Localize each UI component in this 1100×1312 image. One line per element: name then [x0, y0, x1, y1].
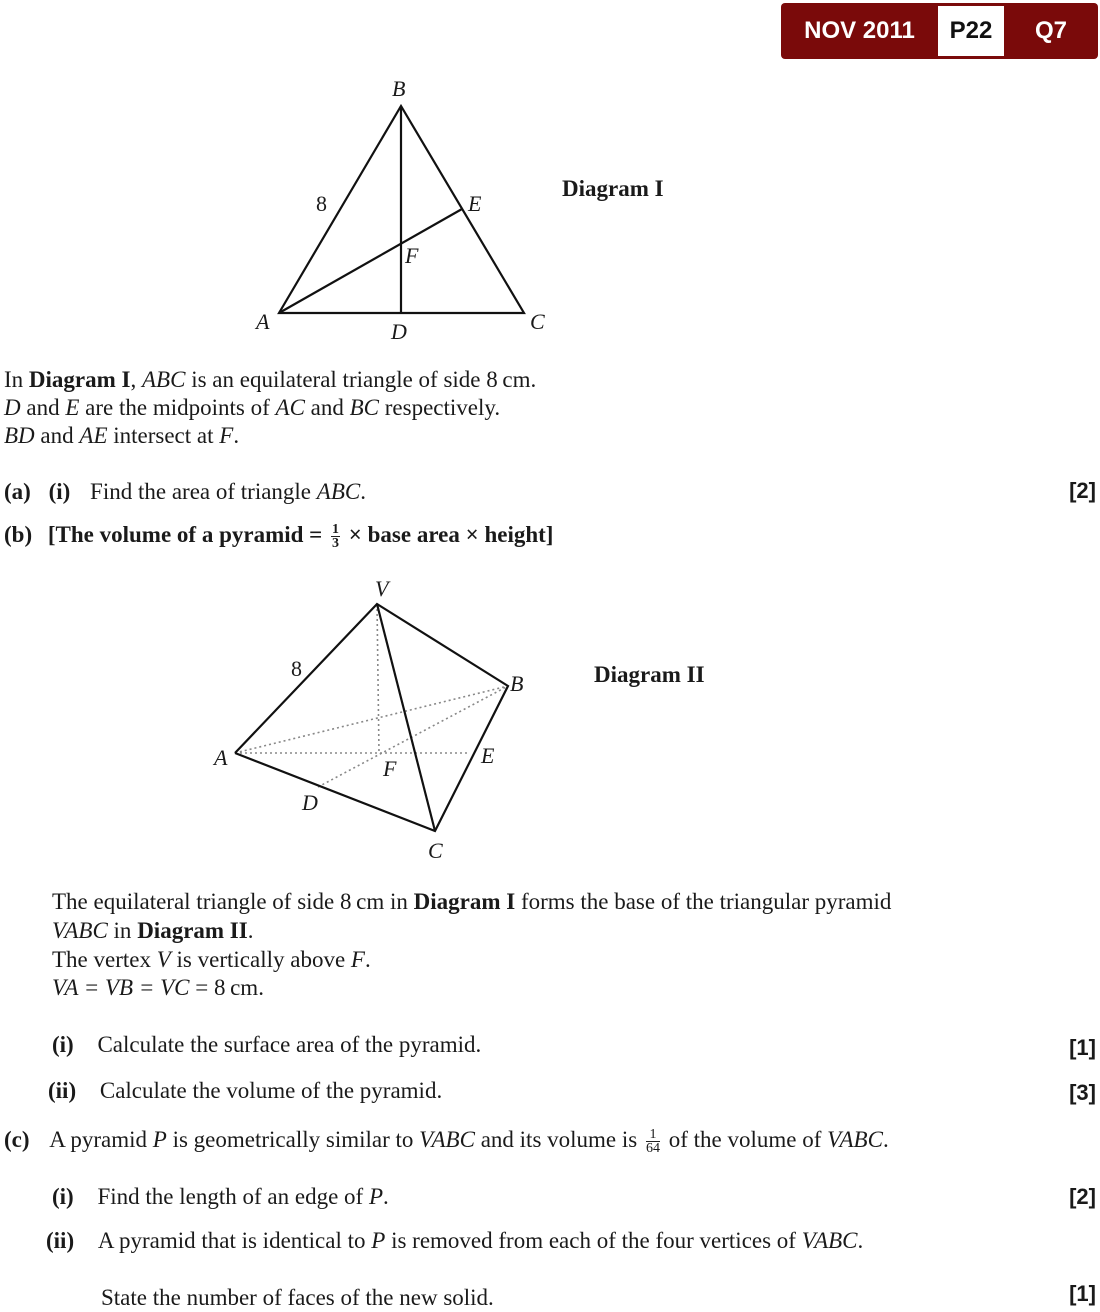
part-label: (b) [4, 522, 33, 547]
text: In [4, 367, 29, 392]
marks-a-i: [2] [1069, 478, 1096, 503]
label-f: F [405, 243, 419, 268]
denominator: 3 [332, 536, 340, 552]
text: The vertex [52, 947, 157, 972]
part-c-i [52, 1183, 389, 1211]
text: and [34, 423, 80, 448]
question-text: Calculate the surface area of the pyramid. [97, 1032, 482, 1057]
question-text: Find the area of triangle [90, 479, 317, 504]
part-label: (c) [4, 1127, 30, 1152]
part-label: (a) [4, 479, 31, 504]
text: and [20, 395, 66, 420]
marks-c-i: [2] [1069, 1184, 1096, 1209]
text-italic: VABC [827, 1127, 883, 1152]
text-italic: F [350, 947, 365, 972]
part-c [4, 1126, 889, 1155]
text-italic: VA = VB = VC [52, 975, 190, 1000]
numerator: 1 [332, 522, 340, 538]
subpart-label: (ii) [46, 1228, 75, 1253]
text: respectively. [379, 395, 501, 420]
text: forms the base of the triangular pyramid [515, 889, 892, 914]
diagram-2-hidden-lines [235, 604, 508, 787]
text-italic: VABC [52, 918, 108, 943]
edge-vc [377, 604, 435, 831]
hidden-ab [235, 686, 508, 753]
label-c-pyramid: C [428, 838, 443, 863]
text-italic: P [368, 1184, 383, 1209]
subpart-label: (i) [52, 1032, 74, 1057]
text: is geometrically similar to [166, 1127, 420, 1152]
subpart-label: (i) [48, 479, 71, 504]
part-c-ii [46, 1227, 863, 1255]
label-c: C [530, 309, 545, 334]
diagram-1-title: Diagram I [562, 176, 664, 201]
numerator: 1 [646, 1128, 660, 1142]
text: intersect at [107, 423, 220, 448]
badge-question: Q7 [1034, 17, 1067, 44]
text: is vertically above [170, 947, 351, 972]
text: . [882, 1127, 889, 1152]
hidden-bd [318, 686, 508, 787]
text: . [247, 918, 254, 943]
text: is removed from each of the four vertices of [385, 1228, 802, 1253]
text-bold: Diagram II [137, 918, 248, 943]
text-italic: V [156, 947, 171, 972]
part-b-formula [4, 521, 553, 550]
part-c-ii-question: State the number of faces of the new solid. [101, 1285, 494, 1310]
question-text: Calculate the volume of the pyramid. [99, 1078, 443, 1103]
text: . [383, 1184, 389, 1209]
text: . [364, 947, 371, 972]
label-b: B [392, 76, 406, 101]
text-italic: P [152, 1127, 167, 1152]
desc-line-1 [52, 888, 891, 916]
badge-session: NOV 2011 [804, 17, 915, 44]
text-bold: Diagram I [28, 367, 131, 392]
text-italic: ABC [316, 479, 361, 504]
fraction-one-sixty-fourth [646, 1128, 660, 1155]
pyramid-outline [235, 604, 508, 831]
question-text: Find the length of an edge of [97, 1184, 369, 1209]
label-side-8: 8 [316, 191, 327, 216]
part-b-ii [48, 1077, 442, 1105]
diagram-2-pyramid [235, 604, 508, 831]
denominator: 64 [645, 1141, 660, 1157]
question-text: A pyramid that is identical to [97, 1228, 372, 1253]
marks-b-i: [1] [1069, 1035, 1096, 1060]
label-e-pyramid: E [481, 743, 495, 768]
text-italic: E [65, 395, 80, 420]
text: = 8 cm. [189, 975, 264, 1000]
text-italic: BD [4, 423, 35, 448]
text: . [857, 1228, 864, 1253]
label-e: E [468, 191, 482, 216]
text-italic: ABC [142, 367, 186, 392]
text-italic: VABC [419, 1127, 475, 1152]
text-italic: BC [349, 395, 380, 420]
text: The equilateral triangle of side 8 cm in [52, 889, 414, 914]
subpart-label: (i) [52, 1184, 74, 1209]
text: , [130, 367, 142, 392]
marks-b-ii: [3] [1069, 1080, 1096, 1105]
text: of the volume of [662, 1127, 828, 1152]
desc-line-3 [52, 946, 371, 974]
desc-line-2 [52, 917, 253, 945]
label-a: A [256, 309, 270, 334]
label-d-pyramid: D [302, 790, 318, 815]
hidden-vf [377, 604, 379, 753]
label-d: D [391, 319, 407, 344]
formula-text: × base area × height] [343, 522, 554, 547]
diagram-2-title: Diagram II [594, 662, 705, 687]
text-bold: Diagram I [413, 889, 516, 914]
marks-c-ii: [1] [1069, 1281, 1096, 1306]
text: are the midpoints of [79, 395, 276, 420]
text-italic: F [219, 423, 234, 448]
fraction-one-third [331, 523, 340, 550]
text-italic: P [371, 1228, 386, 1253]
text: in [107, 918, 138, 943]
text-italic: VABC [801, 1228, 858, 1253]
text: . [360, 479, 366, 504]
formula-text: [The volume of a pyramid = [47, 522, 329, 547]
intro-line-3 [4, 422, 239, 450]
label-b-pyramid: B [510, 671, 524, 696]
label-side-8-pyramid: 8 [291, 656, 302, 681]
text-italic: AE [79, 423, 108, 448]
intro-line-2 [4, 394, 500, 422]
desc-line-4 [52, 974, 264, 1002]
intro-line-1 [4, 366, 536, 394]
part-b-i [52, 1031, 481, 1059]
text-italic: D [4, 395, 21, 420]
text: and [304, 395, 350, 420]
text: is an equilateral triangle of side 8 cm. [185, 367, 537, 392]
subpart-label: (ii) [48, 1078, 77, 1103]
segment-ae [279, 209, 462, 313]
part-a [4, 478, 366, 506]
label-a-pyramid: A [214, 745, 228, 770]
badge-paper: P22 [938, 6, 1004, 56]
text: A pyramid [49, 1127, 153, 1152]
text: . [233, 423, 240, 448]
text-italic: AC [275, 395, 305, 420]
label-f-pyramid: F [383, 756, 397, 781]
text: and its volume is [474, 1127, 643, 1152]
label-v: V [375, 576, 389, 601]
